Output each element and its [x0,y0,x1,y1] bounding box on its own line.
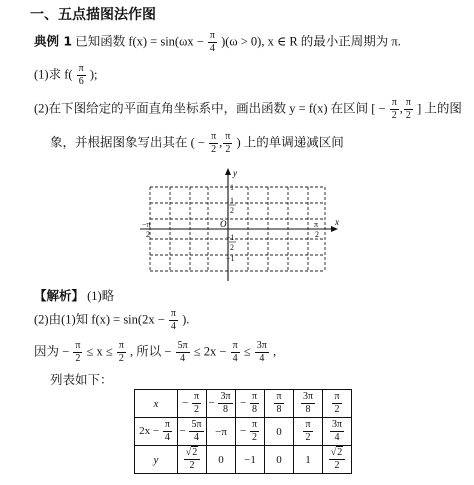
solution-step-4: 列表如下： [50,373,113,387]
origin-label: O [220,219,227,229]
x-tick-right-den: 2 [315,230,319,239]
frac-pi-6: $\frac{\pi}{6}$ [78,63,84,87]
y-tick-half-den: 2 [230,206,234,215]
table-cell: −π [207,418,236,446]
y-tick-half-num: 1 [230,196,234,205]
y-tick-1: 1 [230,183,234,192]
example-line-1 [34,31,401,54]
solution-label: 【解析】 [34,288,85,303]
x-tick-left-num: −π [142,220,151,229]
table-cell: $\frac{√2}{2}$ [323,446,352,474]
table-row [135,418,352,446]
table-cell: $\frac{√2}{2}$ [178,446,207,474]
section-title: 一、五点描图法作图 [30,7,156,23]
table-cell: − $\frac{\pi}{2}$ [236,418,265,446]
example-label: 典例 1 [34,33,73,49]
table-cell: −1 [236,446,265,474]
table-cell: − $\frac{5\pi}{4}$ [178,418,207,446]
table-cell: $\frac{3\pi}{8}$ [294,390,323,418]
y-tick-neg-half-num: −1 [226,233,235,242]
solution-header [34,286,114,304]
coordinate-grid [130,165,345,283]
table-cell: 1 [294,446,323,474]
frac-pi-4: $\frac{\pi}{4}$ [209,30,215,54]
row-header: x [135,390,178,418]
x-tick-right-num: π [314,220,319,229]
solution-step-2: (2)由(1)知 f(x) = sin(2x − $\frac{\pi}{4}$ ). [34,308,190,332]
table-cell: − $\frac{\pi}{8}$ [236,390,265,418]
table-cell: $\frac{3\pi}{4}$ [323,418,352,446]
table-cell: − $\frac{3\pi}{8}$ [207,390,236,418]
table-row [135,446,352,474]
example-intro-end: )(ω > 0), x ∈ R 的最小正周期为 π. [221,34,401,49]
table-cell: $\frac{\pi}{8}$ [265,390,294,418]
table-cell: $\frac{\pi}{2}$ [294,418,323,446]
value-table [134,389,352,474]
row-header: y [135,446,178,474]
table-cell: 0 [265,446,294,474]
question-2-line-2: 象，并根据图象写出其在 ( − $\frac{\pi}{2}$ , $\frac{\pi}{2}$ ) 上的单调递减区间 [50,131,344,155]
row-header: 2x − $\frac{\pi}{4}$ [135,418,178,446]
table-cell: 0 [265,418,294,446]
x-axis-label: x [335,217,339,227]
x-tick-left-den: 2 [146,230,150,239]
example-intro: 已知函数 f(x) = sin(ωx − [75,34,204,49]
y-axis-arrow-icon [225,168,231,175]
question-2-line-1: (2)在下图给定的平面直角坐标系中，画出函数 y = f(x) 在区间 [ − $\frac{\pi}{2}$ , $\frac{\pi}{2}$ ] 上的图 [34,97,462,121]
solution-step-1: (1)略 [87,289,115,303]
y-tick-neg-1: −1 [226,254,235,263]
table-cell: $\frac{\pi}{2}$ [323,390,352,418]
table-row [135,390,352,418]
question-1: (1)求 f( $\frac{\pi}{6}$ ); [34,63,98,87]
y-tick-neg-half-den: 2 [230,243,234,252]
table-cell: − $\frac{\pi}{2}$ [178,390,207,418]
solution-step-3: 因为 − $\frac{\pi}{2}$ ≤ x ≤ $\frac{\pi}{2}$ , 所以 − $\frac{5\pi}{4}$ ≤ 2x − $\frac{\pi}{4}$ ≤ $\frac{3\pi}{4}$ , [34,340,277,364]
table-cell: 0 [207,446,236,474]
y-axis-label: y [233,168,237,178]
